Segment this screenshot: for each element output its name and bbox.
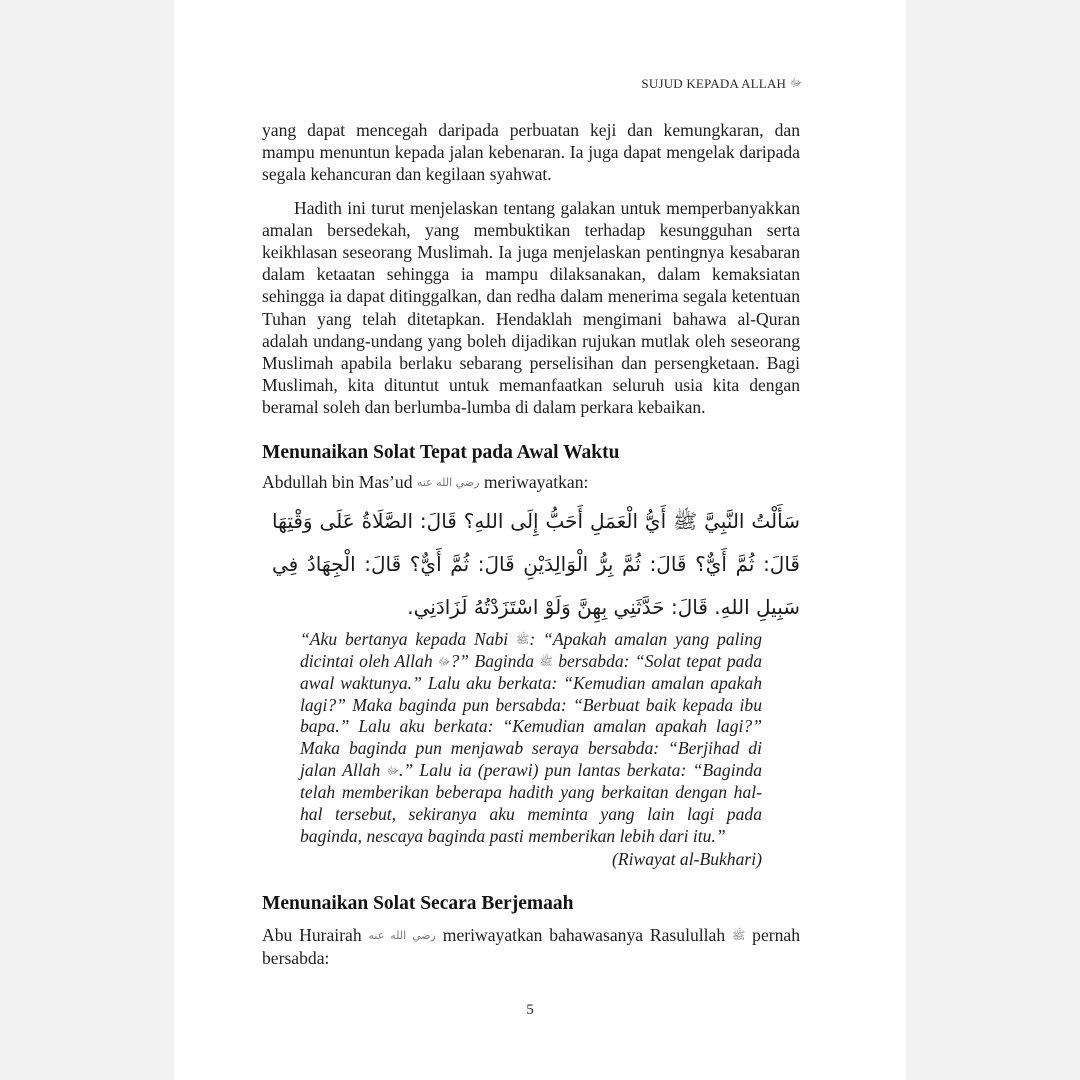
hadith-source: (Riwayat al-Bukhari) bbox=[611, 848, 762, 869]
intro-text: meriwayatkan bahawasanya Rasulullah bbox=[442, 924, 726, 945]
translation-text: “Aku bertanya kepada Nabi bbox=[300, 628, 509, 649]
arabic-hadith-text: سَأَلْتُ النَّبِيَّ ﷺ أَيُّ الْعَمَلِ أَحَبُّ إِلَى اللهِ؟ قَالَ: الصَّلَاةُ عَلَى وَقْتِهَا قَالَ: ثُمَّ أَيٌّ؟ قَالَ: ثُمَّ بِرُّ الْوَالِدَيْنِ قَالَ: ثُمَّ أَيٌّ؟ قَالَ: الْجِهَادُ فِي سَبِيلِ اللهِ. قَالَ: حَدَّثَنِي بِهِنَّ وَلَوْ اسْتَزَدْتُهُ لَزَادَنِي. bbox=[272, 508, 800, 619]
prophet-honorific-icon: ﷺ bbox=[732, 928, 746, 942]
prophet-honorific-icon: ﷺ bbox=[539, 654, 553, 668]
translation-text: .” Lalu ia (perawi) pun lantas berkata: “Baginda telah memberikan beberapa hadith yang berkaitan dengan hal-hal tersebut, sekiranya aku meminta yang lain lagi pada baginda, nescaya baginda pasti memberikan lebih dari itu.” bbox=[300, 760, 762, 846]
translation-text: : “Apakah amalan yang paling dicintai oleh Allah bbox=[300, 628, 762, 671]
translation-text: bersabda: “Solat tepat pada awal waktunya.” Lalu aku berkata: “Kemudian amalan apakah lagi?” Maka baginda pun bersabda: “Berbuat baik kepada ibu bapa.” Lalu aku berkata: “Kemudian amalan apakah lagi?” Maka baginda pun menjawab seraya bersabda: “Berjihad di jalan Allah bbox=[300, 650, 763, 781]
running-header-title: SUJUD KEPADA ALLAH bbox=[641, 76, 787, 91]
companion-honorific-icon: رضي الله عنه bbox=[416, 475, 480, 489]
paragraph-continuation: yang dapat mencegah daripada perbuatan keji dan kemungkaran, dan mampu menuntun kepada jalan kebenaran. Ia juga dapat mengelak daripada segala kehancuran dan kegilaan syahwat. bbox=[262, 120, 800, 185]
narrator-intro bbox=[262, 471, 800, 494]
allah-honorific-icon: ﷻ bbox=[789, 76, 802, 89]
companion-honorific-icon: رضي الله عنه bbox=[368, 928, 436, 942]
narrator-name: Abdullah bin Mas’ud bbox=[262, 471, 413, 492]
hadith-translation bbox=[300, 629, 762, 848]
section-2-intro bbox=[262, 924, 800, 969]
intro-text: pernah bersabda: bbox=[262, 924, 801, 969]
running-header bbox=[641, 76, 802, 92]
translation-text: ?” Baginda bbox=[450, 650, 535, 671]
paragraph-hadith-explanation: Hadith ini turut menjelaskan tentang galakan untuk memperbanyakkan amalan bersedekah, yang membuktikan terhadap kesungguhan serta keikhlasan seseorang Muslimah. Ia juga menjelaskan pentingnya kesabaran dalam ketaatan sehingga ia mampu dilaksanakan, dalam kemaksiatan sehingga ia dapat ditinggalkan, dan redha dalam menerima segala ketentuan Tuhan yang telah ditetapkan. Hendaklah mengimani bahawa al-Quran adalah undang-undang yang boleh dijadikan rujukan mutlak oleh seseorang Muslimah apabila berlaku sebarang perselisihan dan persengketaan. Bagi Muslimah, kita dituntut untuk memanfaatkan seluruh usia kita dengan beramal soleh dan berlumba-lumba di dalam perkara kebaikan. bbox=[262, 197, 800, 418]
book-page bbox=[174, 0, 906, 1080]
prophet-honorific-icon: ﷺ bbox=[516, 632, 530, 646]
section-heading-awal-waktu: Menunaikan Solat Tepat pada Awal Waktu bbox=[262, 441, 620, 463]
section-heading-berjemaah: Menunaikan Solat Secara Berjemaah bbox=[262, 892, 574, 914]
page-number: 5 bbox=[526, 1002, 534, 1018]
allah-honorific-icon: ﷻ bbox=[386, 764, 399, 778]
allah-honorific-icon: ﷻ bbox=[438, 654, 451, 668]
page-content bbox=[262, 119, 800, 969]
narrator-verb: meriwayatkan: bbox=[483, 471, 589, 492]
narrator-name: Abu Hurairah bbox=[262, 924, 362, 945]
